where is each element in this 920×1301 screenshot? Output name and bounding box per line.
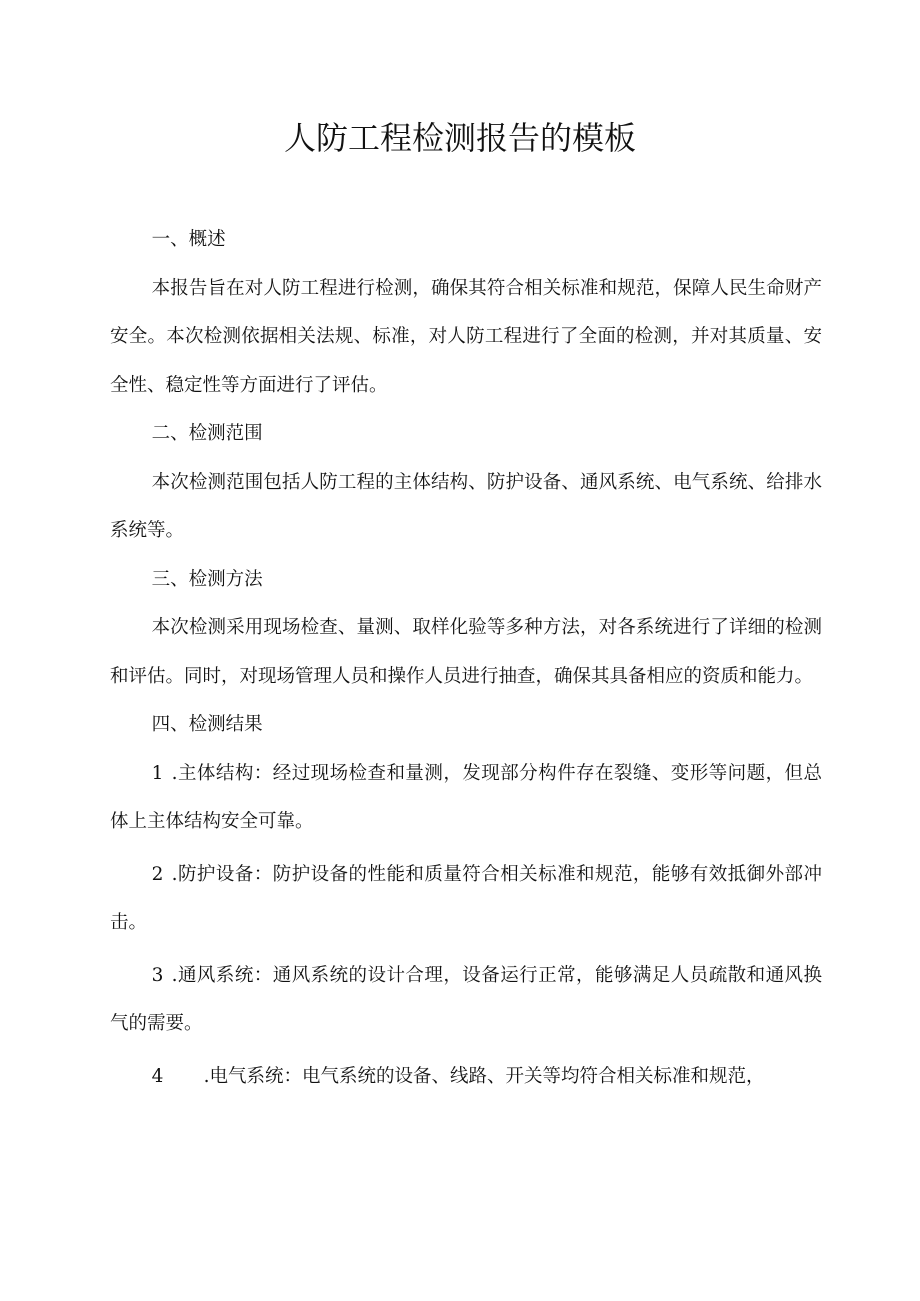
result-item-structure [110,750,822,847]
result-item-ventilation [110,952,822,1049]
result-number: 2 [151,863,164,885]
result-item-electrical [110,1053,822,1102]
result-text: .电气系统：电气系统的设备、线路、开关等均符合相关标准和规范， [203,1065,765,1087]
section-paragraph-scope: 本次检测范围包括人防工程的主体结构、防护设备、通风系统、电气系统、给排水系统等。 [110,471,822,541]
section-paragraph-overview: 本报告旨在对人防工程进行检测，确保其符合相关标准和规范，保障人民生命财产安全。本次检测依据相关法规、标准，对人防工程进行了全面的检测，并对其质量、安全性、稳定性等方面进行了评估。 [110,277,822,396]
result-number: 3 [151,964,164,986]
result-number: 4 [151,1065,164,1087]
result-text: .防护设备：防护设备的性能和质量符合相关标准和规范，能够有效抵御外部冲击。 [110,863,822,933]
result-item-protection [110,851,822,948]
document-body [110,216,822,1101]
section-heading-method: 三、检测方法 [151,568,263,590]
result-text: .通风系统：通风系统的设计合理，设备运行正常，能够满足人员疏散和通风换气的需要。 [110,964,822,1034]
result-text: .主体结构：经过现场检查和量测，发现部分构件存在裂缝、变形等问题，但总体上主体结构安全可靠。 [110,762,822,832]
page-title: 人防工程检测报告的模板 [283,119,636,157]
result-number: 1 [151,762,164,784]
section-heading-scope: 二、检测范围 [151,423,263,444]
section-paragraph-method: 本次检测采用现场检查、量测、取样化验等多种方法，对各系统进行了详细的检测和评估。同时，对现场管理人员和操作人员进行抽查，确保其具备相应的资质和能力。 [110,617,822,687]
section-heading-overview: 一、概述 [151,229,226,250]
section-heading-results: 四、检测结果 [151,714,263,735]
